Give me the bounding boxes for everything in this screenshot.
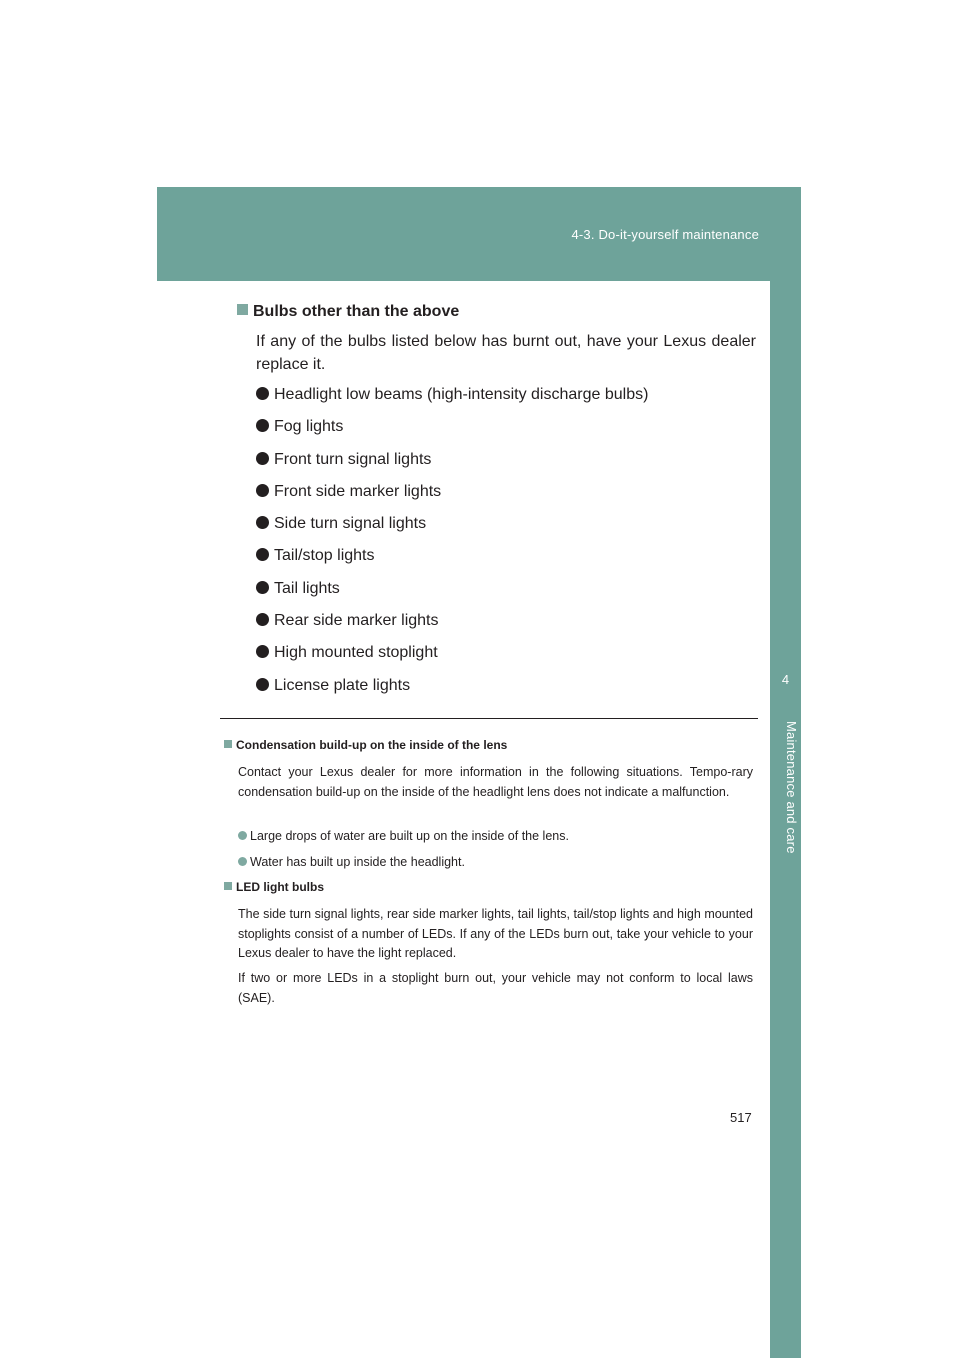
note-text-led-1: The side turn signal lights, rear side marker lights, tail lights, tail/stop lights and high mounted stoplights consist of a number of LEDs. If any of the LEDs burn out, take your vehicle to your Lexus dealer to have the light replaced. (238, 907, 753, 960)
bullet-dot-icon (256, 678, 269, 691)
note-bullet-text: Water has built up inside the headlight. (250, 855, 465, 869)
bullet-dot-icon (256, 645, 269, 658)
header-band (157, 187, 801, 281)
list-item (256, 415, 648, 447)
chapter-side-tab (770, 187, 801, 1358)
chapter-label: Maintenance and care (784, 721, 799, 854)
list-item-text: Side turn signal lights (274, 515, 427, 533)
list-item-text: Front turn signal lights (274, 450, 432, 468)
bullet-dot-icon (238, 857, 247, 866)
list-item (256, 577, 648, 609)
bulb-list (256, 383, 648, 706)
note-heading-text: LED light bulbs (236, 880, 324, 894)
bullet-dot-icon (256, 516, 269, 529)
list-item-text: Fog lights (274, 418, 344, 436)
list-item (256, 674, 648, 706)
square-bullet-icon (224, 740, 232, 748)
section-divider (220, 718, 758, 719)
bullet-dot-icon (238, 831, 247, 840)
note-text-condensation: Contact your Lexus dealer for more information in the following situations. Tempo-rary condensation build-up on the inside of the headlight lens does not indicate a malfunction. (238, 765, 753, 799)
bullet-dot-icon (256, 484, 269, 497)
note-bullet-text: Large drops of water are built up on the inside of the lens. (250, 829, 569, 843)
section-title: 4-3. Do-it-yourself maintenance (571, 227, 759, 242)
note-heading-text: Condensation build-up on the inside of the lens (236, 738, 508, 752)
note-heading-condensation (224, 738, 507, 752)
list-item (256, 480, 648, 512)
section-intro: If any of the bulbs listed below has burnt out, have your Lexus dealer replace it. (256, 333, 756, 373)
page-number: 517 (730, 1110, 752, 1125)
list-item (256, 383, 648, 415)
list-item-text: Tail/stop lights (274, 547, 375, 565)
bullet-dot-icon (256, 419, 269, 432)
note-bullet-item (238, 827, 569, 846)
bullet-dot-icon (256, 452, 269, 465)
list-item (256, 609, 648, 641)
bullet-dot-icon (256, 613, 269, 626)
note-bullet-item (238, 853, 465, 872)
list-item-text: License plate lights (274, 676, 411, 694)
list-item-text: Headlight low beams (high-intensity discharge bulbs) (274, 386, 649, 403)
section-heading (237, 303, 459, 321)
bullet-dot-icon (256, 387, 269, 400)
bullet-dot-icon (256, 581, 269, 594)
list-item-text: Rear side marker lights (274, 612, 439, 630)
note-text-led-2: If two or more LEDs in a stoplight burn out, your vehicle may not conform to local laws (SAE). (238, 971, 753, 1005)
bullet-dot-icon (256, 548, 269, 561)
chapter-number: 4 (781, 672, 790, 687)
list-item-text: High mounted stoplight (274, 644, 438, 662)
list-item-text: Front side marker lights (274, 482, 442, 500)
list-item-text: Tail lights (274, 579, 340, 597)
section-heading-text: Bulbs other than the above (253, 303, 460, 320)
square-bullet-icon (224, 882, 232, 890)
note-heading-led (224, 880, 324, 894)
list-item (256, 544, 648, 576)
square-bullet-icon (237, 304, 248, 315)
list-item (256, 512, 648, 544)
list-item (256, 641, 648, 673)
list-item (256, 448, 648, 480)
